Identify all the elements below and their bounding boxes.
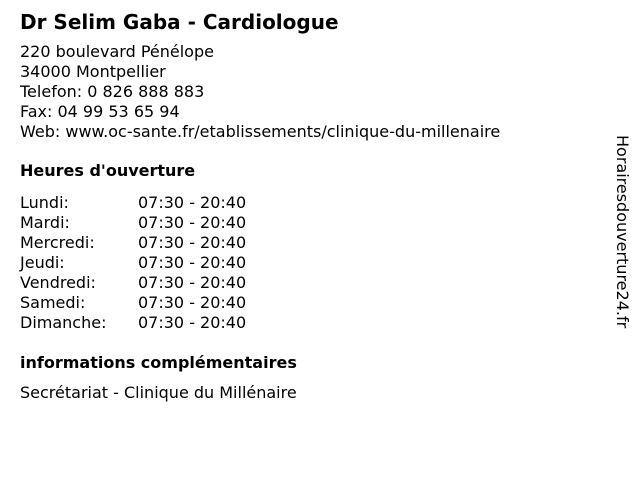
day-label: Jeudi: xyxy=(20,253,65,272)
hours-row-mardi xyxy=(20,213,600,233)
time-range: 07:30 - 20:40 xyxy=(138,233,247,252)
site-watermark: Horairesdouverture24.fr xyxy=(613,135,632,329)
city-line: 34000 Montpellier xyxy=(20,62,166,81)
fax-line: Fax: 04 99 53 65 94 xyxy=(20,102,180,121)
info-heading: informations complémentaires xyxy=(20,353,297,372)
info-text: Secrétariat - Clinique du Millénaire xyxy=(20,383,297,402)
day-label: Mercredi: xyxy=(20,233,95,252)
day-label: Dimanche: xyxy=(20,313,107,332)
day-label: Samedi: xyxy=(20,293,86,312)
hours-table xyxy=(20,193,600,333)
hours-heading: Heures d'ouverture xyxy=(20,161,196,180)
address-block xyxy=(20,42,600,142)
time-range: 07:30 - 20:40 xyxy=(138,293,247,312)
hours-row-dimanche xyxy=(20,313,600,333)
day-label: Mardi: xyxy=(20,213,70,232)
hours-row-jeudi xyxy=(20,253,600,273)
web-line[interactable]: Web: www.oc-sante.fr/etablissements/clinique-du-millenaire xyxy=(20,122,501,141)
phone-line[interactable]: Telefon: 0 826 888 883 xyxy=(20,82,205,101)
day-label: Lundi: xyxy=(20,193,69,212)
hours-row-vendredi xyxy=(20,273,600,293)
time-range: 07:30 - 20:40 xyxy=(138,313,247,332)
hours-row-mercredi xyxy=(20,233,600,253)
time-range: 07:30 - 20:40 xyxy=(138,193,247,212)
time-range: 07:30 - 20:40 xyxy=(138,213,247,232)
listing-content xyxy=(20,10,600,403)
time-range: 07:30 - 20:40 xyxy=(138,273,247,292)
hours-row-lundi xyxy=(20,193,600,213)
day-label: Vendredi: xyxy=(20,273,96,292)
hours-row-samedi xyxy=(20,293,600,313)
street-line: 220 boulevard Pénélope xyxy=(20,42,214,61)
time-range: 07:30 - 20:40 xyxy=(138,253,247,272)
page-title: Dr Selim Gaba - Cardiologue xyxy=(20,10,339,34)
